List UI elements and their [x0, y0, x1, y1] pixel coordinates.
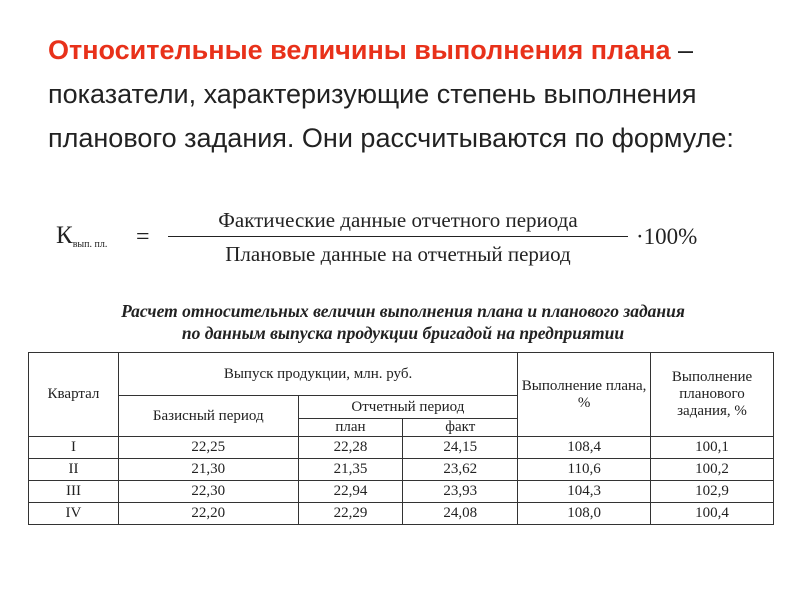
header-report-period: Отчетный период — [298, 396, 518, 419]
header-output: Выпуск продукции, млн. руб. — [118, 353, 517, 396]
definition-paragraph — [48, 28, 768, 160]
cell-quarter: I — [29, 437, 119, 459]
formula-subscript: вып. пл. — [72, 239, 108, 250]
header-fact: факт — [403, 419, 518, 437]
header-plan-target-fulfillment: Выполнение планового задания, % — [651, 353, 774, 437]
cell-quarter: IV — [29, 503, 119, 525]
table-row — [29, 503, 774, 525]
header-base-period: Базисный период — [118, 396, 298, 437]
header-plan: план — [298, 419, 403, 437]
cell-base: 22,25 — [118, 437, 298, 459]
cell-fact: 23,93 — [403, 481, 518, 503]
table-row — [29, 437, 774, 459]
table-row — [29, 481, 774, 503]
header-plan-fulfillment: Выполнение плана, % — [518, 353, 651, 437]
cell-fulfillment: 108,0 — [518, 503, 651, 525]
formula-k: К — [56, 222, 73, 249]
cell-base: 21,30 — [118, 459, 298, 481]
cell-plan: 21,35 — [298, 459, 403, 481]
table-caption-line2: по данным выпуска продукции бригадой на предприятии — [181, 323, 625, 343]
cell-fulfillment: 110,6 — [518, 459, 651, 481]
header-quarter: Квартал — [29, 353, 119, 437]
definition-text: – показатели, характеризующие степень выполнения планового задания. Они рассчитываются по формуле: — [48, 35, 734, 153]
cell-fulfillment: 104,3 — [518, 481, 651, 503]
fraction-line — [168, 236, 628, 237]
cell-plan: 22,28 — [298, 437, 403, 459]
table-caption-line1: Расчет относительных величин выполнения плана и планового задания — [121, 301, 685, 321]
cell-quarter: II — [29, 459, 119, 481]
table-caption — [28, 300, 778, 344]
term-highlight: Относительные величины выполнения плана — [48, 35, 671, 65]
cell-target: 100,4 — [651, 503, 774, 525]
table-row — [29, 459, 774, 481]
formula-equals: = — [136, 224, 150, 250]
formula-symbol — [56, 222, 107, 250]
cell-plan: 22,94 — [298, 481, 403, 503]
cell-fulfillment: 108,4 — [518, 437, 651, 459]
cell-fact: 24,15 — [403, 437, 518, 459]
cell-fact: 24,08 — [403, 503, 518, 525]
cell-plan: 22,29 — [298, 503, 403, 525]
formula-denominator: Плановые данные на отчетный период — [225, 242, 571, 266]
formula — [48, 206, 708, 270]
cell-quarter: III — [29, 481, 119, 503]
formula-numerator: Фактические данные отчетного периода — [218, 208, 578, 232]
cell-target: 100,2 — [651, 459, 774, 481]
formula-multiplier: ·100% — [636, 224, 698, 249]
formula-fraction — [168, 206, 628, 268]
data-table — [28, 352, 774, 525]
cell-target: 100,1 — [651, 437, 774, 459]
cell-target: 102,9 — [651, 481, 774, 503]
cell-fact: 23,62 — [403, 459, 518, 481]
cell-base: 22,20 — [118, 503, 298, 525]
cell-base: 22,30 — [118, 481, 298, 503]
